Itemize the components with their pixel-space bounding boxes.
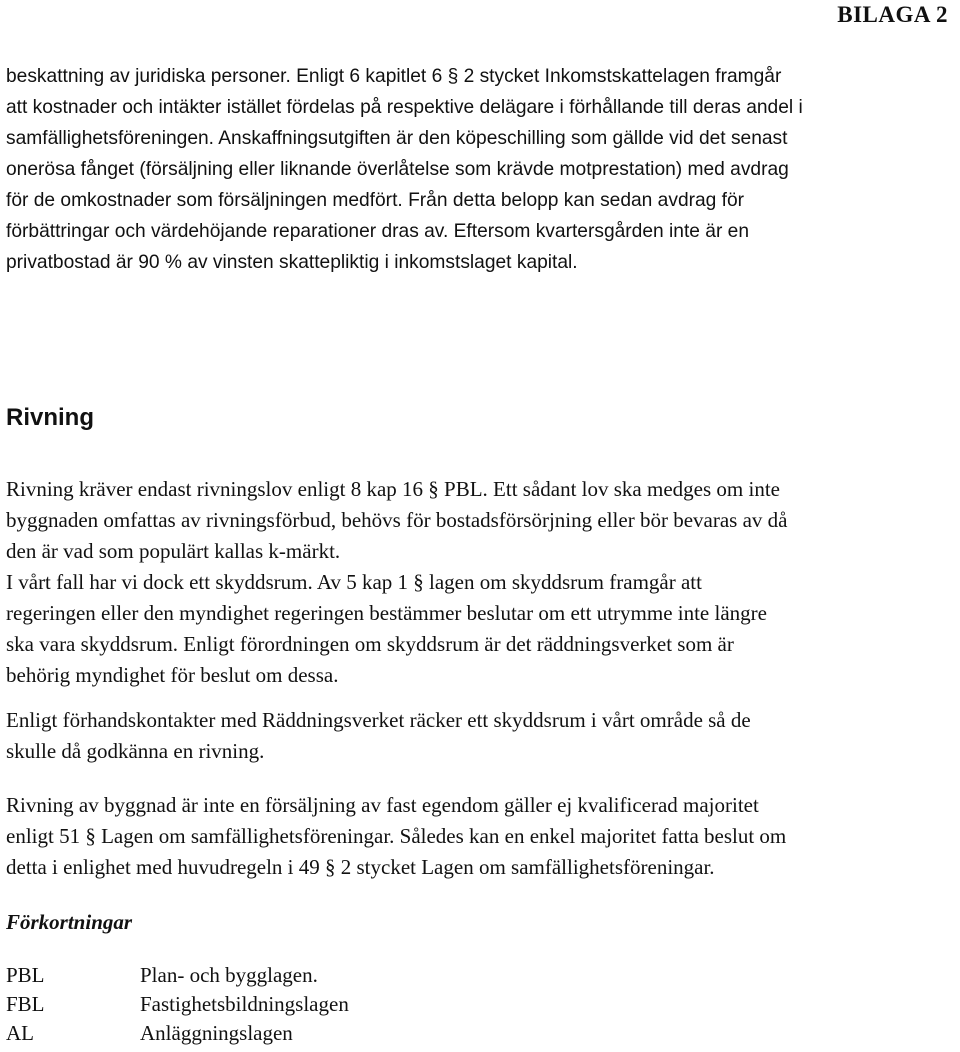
text-line: onerösa fånget (försäljning eller liknande överlåtelse som krävde motprestation) med avdrag — [6, 159, 789, 180]
text-line: regeringen eller den myndighet regeringen bestämmer beslutar om ett utrymme inte längre — [6, 601, 767, 625]
text-line: beskattning av juridiska personer. Enligt 6 kapitlet 6 § 2 stycket Inkomstskattelagen framgår — [6, 66, 782, 87]
abbreviation-cell: PBL — [6, 963, 45, 987]
text-line: privatbostad är 90 % av vinsten skattepliktig i inkomstslaget kapital. — [6, 252, 578, 273]
text-line: Enligt förhandskontakter med Räddningsverket räcker ett skyddsrum i vårt område så de — [6, 708, 751, 732]
text-line: samfällighetsföreningen. Anskaffningsutgiften är den köpeschilling som gällde vid det senast — [6, 128, 788, 149]
text-line: skulle då godkänna en rivning. — [6, 739, 265, 763]
abbreviations-table — [6, 963, 349, 1050]
text-line: detta i enlighet med huvudregeln i 49 § 2 stycket Lagen om samfällighetsföreningar. — [6, 855, 715, 879]
rivning-paragraph-1 — [6, 474, 954, 691]
text-line: förbättringar och värdehöjande reparationer dras av. Eftersom kvartersgården inte är en — [6, 221, 750, 242]
text-line: den är vad som populärt kallas k-märkt. — [6, 539, 341, 563]
text-line: för de omkostnader som försäljningen medfört. Från detta belopp kan sedan avdrag för — [6, 190, 745, 211]
table-row — [6, 992, 349, 1021]
table-row — [6, 963, 349, 992]
meaning-cell: Anläggningslagen — [140, 1021, 293, 1045]
table-row — [6, 1021, 349, 1050]
text-line: I vårt fall har vi dock ett skyddsrum. Av 5 kap 1 § lagen om skyddsrum framgår att — [6, 570, 702, 594]
text-line: att kostnader och intäkter istället fördelas på respektive delägare i förhållande till deras andel i — [6, 97, 803, 118]
section-heading-rivning: Rivning — [6, 404, 94, 431]
abbreviations-heading: Förkortningar — [6, 910, 133, 934]
text-line: enligt 51 § Lagen om samfällighetsföreningar. Således kan en enkel majoritet fatta beslut om — [6, 824, 787, 848]
text-line: ska vara skyddsrum. Enligt förordningen om skyddsrum är det räddningsverket som är — [6, 632, 734, 656]
text-line: byggnaden omfattas av rivningsförbud, behövs för bostadsförsörjning eller bör bevaras av då — [6, 508, 788, 532]
text-line: Rivning kräver endast rivningslov enligt 8 kap 16 § PBL. Ett sådant lov ska medges om inte — [6, 477, 780, 501]
rivning-paragraph-2 — [6, 705, 954, 767]
rivning-paragraph-3 — [6, 790, 954, 883]
meaning-cell: Plan- och bygglagen. — [140, 963, 318, 987]
intro-paragraph — [6, 61, 954, 278]
page-header-label: BILAGA 2 — [837, 2, 948, 27]
text-line: Rivning av byggnad är inte en försäljning av fast egendom gäller ej kvalificerad majoritet — [6, 793, 759, 817]
meaning-cell: Fastighetsbildningslagen — [140, 992, 349, 1016]
abbreviation-cell: FBL — [6, 992, 45, 1016]
text-line: behörig myndighet för beslut om dessa. — [6, 663, 339, 687]
abbreviation-cell: AL — [6, 1021, 34, 1045]
